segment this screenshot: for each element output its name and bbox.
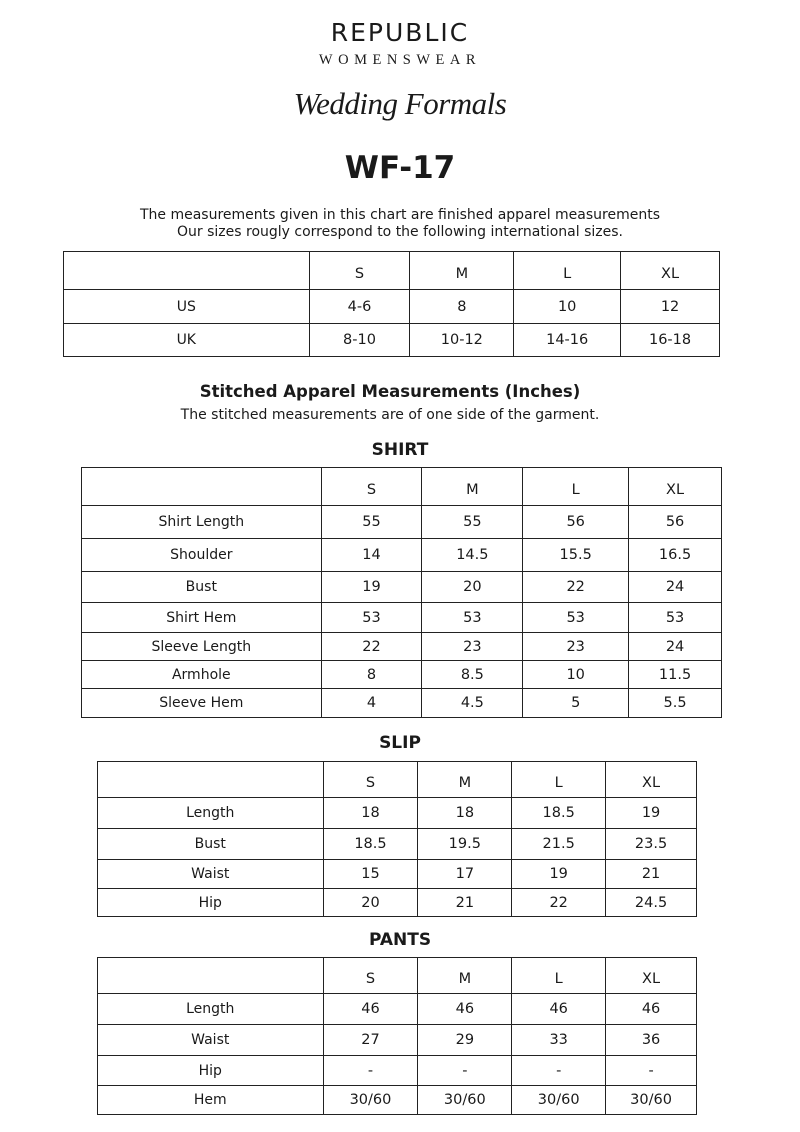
row-label: Hip	[98, 889, 324, 917]
table-cell: 29	[418, 1025, 512, 1056]
table-cell: 8	[321, 661, 422, 689]
table-cell: 30/60	[323, 1086, 418, 1115]
size-header: XL	[606, 958, 697, 994]
row-label: Shirt Length	[82, 506, 322, 539]
table-cell: 53	[629, 603, 722, 633]
table-cell: 10	[514, 290, 621, 324]
table-row	[82, 539, 722, 572]
table-cell: 24.5	[606, 889, 697, 917]
table-cell: 18.5	[323, 829, 418, 860]
table-cell: 14.5	[422, 539, 523, 572]
brand-subtitle: WOMENSWEAR	[318, 52, 482, 68]
table-cell: 56	[629, 506, 722, 539]
table-cell: 30/60	[512, 1086, 606, 1115]
table-row	[82, 689, 722, 718]
table-cell: 22	[512, 889, 606, 917]
size-header: L	[512, 762, 606, 798]
size-header-row	[98, 958, 697, 994]
header-blank-cell	[98, 958, 324, 994]
header-blank-cell	[98, 762, 324, 798]
row-label: UK	[64, 324, 310, 357]
collection-name: Wedding Formals	[293, 86, 507, 121]
shirt-title: SHIRT	[371, 440, 429, 460]
row-label: Bust	[82, 572, 322, 603]
table-cell: 55	[422, 506, 523, 539]
brand-name: REPUBLIC	[330, 18, 470, 47]
slip-table	[97, 761, 697, 917]
table-cell: 10-12	[410, 324, 514, 357]
table-row	[98, 994, 697, 1025]
stitched-subtitle: The stitched measurements are of one side of the garment.	[180, 407, 600, 423]
table-cell: 19	[606, 798, 697, 829]
table-cell: 46	[606, 994, 697, 1025]
table-cell: 5.5	[629, 689, 722, 718]
table-cell: -	[512, 1056, 606, 1086]
table-row	[98, 1086, 697, 1115]
table-row	[64, 324, 720, 357]
row-label: Hip	[98, 1056, 324, 1086]
table-cell: 20	[422, 572, 523, 603]
row-label: Bust	[98, 829, 324, 860]
row-label: Sleeve Length	[82, 633, 322, 661]
intro-line-1: The measurements given in this chart are finished apparel measurements	[139, 207, 661, 223]
size-header: M	[418, 762, 512, 798]
row-label: Length	[98, 798, 324, 829]
table-cell: 23	[422, 633, 523, 661]
row-label: Hem	[98, 1086, 324, 1115]
table-cell: 24	[629, 572, 722, 603]
table-cell: 22	[321, 633, 422, 661]
table-cell: 21	[606, 860, 697, 889]
pants-table	[97, 957, 697, 1115]
size-header: XL	[629, 468, 722, 506]
table-cell: 17	[418, 860, 512, 889]
slip-title: SLIP	[379, 733, 421, 753]
table-row	[82, 572, 722, 603]
intro-line-2: Our sizes rougly correspond to the following international sizes.	[177, 224, 623, 240]
table-row	[98, 798, 697, 829]
table-cell: 33	[512, 1025, 606, 1056]
table-cell: 5	[523, 689, 629, 718]
size-header: L	[512, 958, 606, 994]
size-header: S	[309, 252, 410, 290]
table-cell: 46	[323, 994, 418, 1025]
table-cell: 53	[422, 603, 523, 633]
table-cell: 16-18	[621, 324, 720, 357]
size-header: S	[321, 468, 422, 506]
size-header-row	[98, 762, 697, 798]
table-cell: 18.5	[512, 798, 606, 829]
shirt-table	[81, 467, 722, 718]
row-label: Length	[98, 994, 324, 1025]
row-label: Armhole	[82, 661, 322, 689]
row-label: Shoulder	[82, 539, 322, 572]
table-row	[98, 860, 697, 889]
size-header-row	[64, 252, 720, 290]
table-cell: 23.5	[606, 829, 697, 860]
table-row	[98, 1025, 697, 1056]
product-code: WF-17	[344, 150, 456, 186]
table-cell: 22	[523, 572, 629, 603]
table-cell: 11.5	[629, 661, 722, 689]
row-label: Waist	[98, 860, 324, 889]
table-cell: 46	[418, 994, 512, 1025]
table-cell: 4	[321, 689, 422, 718]
table-cell: 19	[512, 860, 606, 889]
table-row	[98, 1056, 697, 1086]
table-cell: 16.5	[629, 539, 722, 572]
table-cell: 19	[321, 572, 422, 603]
table-cell: 36	[606, 1025, 697, 1056]
size-header: M	[410, 252, 514, 290]
table-cell: 19.5	[418, 829, 512, 860]
size-header: XL	[606, 762, 697, 798]
table-cell: 4.5	[422, 689, 523, 718]
size-header: M	[422, 468, 523, 506]
table-cell: 30/60	[606, 1086, 697, 1115]
table-cell: 56	[523, 506, 629, 539]
table-cell: 15	[323, 860, 418, 889]
size-header: L	[523, 468, 629, 506]
table-cell: 12	[621, 290, 720, 324]
size-header: L	[514, 252, 621, 290]
table-cell: 18	[323, 798, 418, 829]
table-cell: 20	[323, 889, 418, 917]
size-header-row	[82, 468, 722, 506]
table-cell: 55	[321, 506, 422, 539]
table-cell: 21.5	[512, 829, 606, 860]
stitched-title: Stitched Apparel Measurements (Inches)	[199, 382, 581, 401]
table-cell: 24	[629, 633, 722, 661]
table-cell: 53	[321, 603, 422, 633]
size-header: XL	[621, 252, 720, 290]
table-cell: 18	[418, 798, 512, 829]
table-cell: 14-16	[514, 324, 621, 357]
table-cell: -	[323, 1056, 418, 1086]
pants-title: PANTS	[368, 930, 432, 950]
table-cell: 4-6	[309, 290, 410, 324]
header-blank-cell	[64, 252, 310, 290]
row-label: Shirt Hem	[82, 603, 322, 633]
table-cell: -	[606, 1056, 697, 1086]
table-cell: 30/60	[418, 1086, 512, 1115]
international-size-table	[63, 251, 720, 357]
row-label: US	[64, 290, 310, 324]
table-row	[98, 829, 697, 860]
table-row	[98, 889, 697, 917]
intro-text	[0, 207, 800, 241]
table-cell: 8.5	[422, 661, 523, 689]
table-cell: 15.5	[523, 539, 629, 572]
table-cell: 46	[512, 994, 606, 1025]
table-cell: 8	[410, 290, 514, 324]
table-cell: 23	[523, 633, 629, 661]
size-header: M	[418, 958, 512, 994]
table-row	[82, 661, 722, 689]
table-row	[82, 603, 722, 633]
table-row	[82, 506, 722, 539]
table-cell: -	[418, 1056, 512, 1086]
row-label: Sleeve Hem	[82, 689, 322, 718]
row-label: Waist	[98, 1025, 324, 1056]
table-cell: 21	[418, 889, 512, 917]
table-cell: 10	[523, 661, 629, 689]
table-cell: 14	[321, 539, 422, 572]
table-cell: 27	[323, 1025, 418, 1056]
header-blank-cell	[82, 468, 322, 506]
table-cell: 8-10	[309, 324, 410, 357]
size-header: S	[323, 762, 418, 798]
table-cell: 53	[523, 603, 629, 633]
table-row	[64, 290, 720, 324]
table-row	[82, 633, 722, 661]
size-header: S	[323, 958, 418, 994]
